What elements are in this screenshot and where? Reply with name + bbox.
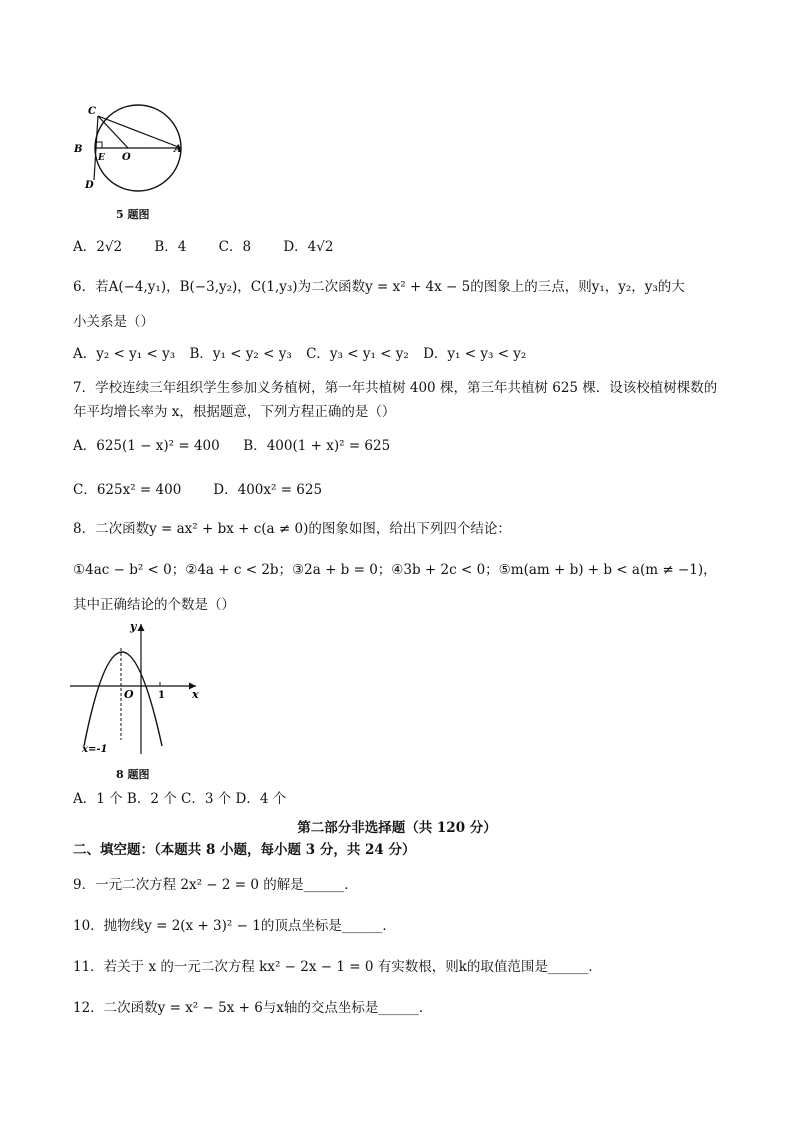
q11-text: 11．若关于 x 的一元二次方程 kx² − 2x − 1 = 0 有实数根，则k的取值范围是______． xyxy=(73,959,602,975)
fig8-label-y: y xyxy=(130,620,137,633)
q8-text-cont: 其中正确结论的个数是（） xyxy=(73,597,235,613)
figure-8-parabola xyxy=(68,618,208,758)
part2-title: 第二部分非选择题（共 120 分） xyxy=(297,820,497,836)
q6-option-a: A．y₂ < y₁ < y₃ xyxy=(73,346,176,362)
chord-ca xyxy=(98,116,181,148)
q6-options xyxy=(73,345,526,363)
q7-option-b: B．400(1 + x)² = 625 xyxy=(243,438,391,454)
q12-text: 12．二次函数y = x² − 5x + 6与x轴的交点坐标是______． xyxy=(73,1000,433,1016)
q6-option-d: D．y₁ < y₃ < y₂ xyxy=(423,346,527,362)
q6-option-b: B．y₁ < y₂ < y₃ xyxy=(189,346,292,362)
figure-5-caption: 5 题图 xyxy=(116,208,150,221)
q7-text-cont: 年平均增长率为 x，根据题意，下列方程正确的是（） xyxy=(73,404,396,420)
q8-text: 8．二次函数y = ax² + bx + c(a ≠ 0)的图象如图，给出下列四个结论： xyxy=(73,521,511,537)
label-c: C xyxy=(88,106,96,117)
q6-text-cont: 小关系是（） xyxy=(73,314,154,330)
q5-option-c: C．8 xyxy=(218,239,252,255)
q5-option-b: B．4 xyxy=(154,239,187,255)
label-a: A xyxy=(174,144,182,155)
q7-option-c: C．625x² = 400 xyxy=(73,482,182,498)
q9-text: 9．一元二次方程 2x² − 2 = 0 的解是______． xyxy=(73,877,358,893)
q6-text: 6．若A(−4,y₁)，B(−3,y₂)，C(1,y₃)为二次函数y = x² + 4x − 5的图象上的三点，则y₁，y₂，y₃的大 xyxy=(73,279,685,295)
q6-option-c: C．y₃ < y₁ < y₂ xyxy=(306,346,409,362)
fig8-label-x: x xyxy=(192,688,199,701)
q7-option-a: A．625(1 − x)² = 400 xyxy=(73,438,220,454)
fig8-label-axis: x=-1 xyxy=(82,744,108,755)
q5-options xyxy=(73,238,361,256)
label-d: D xyxy=(85,180,94,191)
q5-option-a: A．2√2 xyxy=(73,239,123,255)
q7-option-d: D．400x² = 625 xyxy=(213,482,323,498)
fig8-label-o: O xyxy=(124,688,134,701)
q7-options-row1 xyxy=(73,437,390,455)
q10-text: 10．抛物线y = 2(x + 3)² − 1的顶点坐标是______． xyxy=(73,918,396,934)
fig8-label-one: 1 xyxy=(158,690,165,701)
q8-options: A．1 个 B．2 个 C．3 个 D．4 个 xyxy=(73,791,287,807)
parabola-curve xyxy=(84,652,162,746)
q8-conditions: ①4ac − b² < 0；②4a + c < 2b；③2a + b = 0；④3b + 2c < 0；⑤m(am + b) + b < a(m ≠ −1)， xyxy=(73,562,717,578)
q5-option-d: D．4√2 xyxy=(283,239,334,255)
q7-options-row2 xyxy=(73,481,322,499)
label-o: O xyxy=(122,152,131,163)
label-e: E xyxy=(98,153,105,163)
section-fill-blank: 二、填空题：（本题共 8 小题，每小题 3 分，共 24 分） xyxy=(73,842,416,858)
figure-5-circle xyxy=(70,100,200,200)
q7-text: 7．学校连续三年组织学生参加义务植树，第一年共植树 400 棵，第三年共植树 625 棵．设该校植树棵数的 xyxy=(73,380,718,396)
label-b: B xyxy=(74,144,83,155)
figure-8-caption: 8 题图 xyxy=(116,768,150,781)
